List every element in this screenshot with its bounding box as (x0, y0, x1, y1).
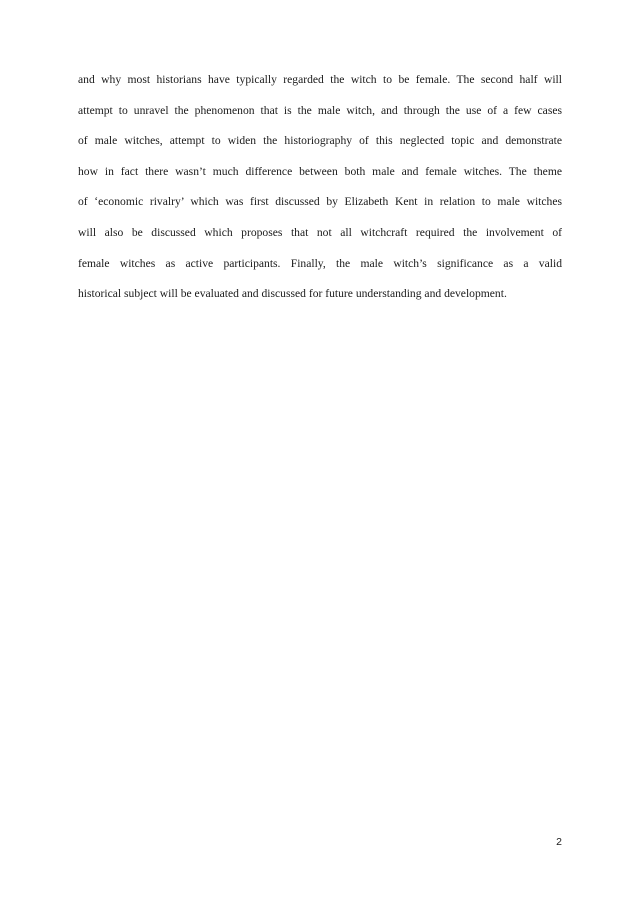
paragraph-line: female witches as active participants. Finally, the male witch’s significance as a valid (78, 256, 562, 270)
paragraph-line: will also be discussed which proposes that not all witchcraft required the involvement of (78, 225, 562, 239)
paragraph-line: of ‘economic rivalry’ which was first discussed by Elizabeth Kent in relation to male witches (78, 195, 562, 209)
paragraph-line: and why most historians have typically regarded the witch to be female. The second half will (78, 73, 562, 86)
paragraph-line: historical subject will be evaluated and discussed for future understanding and development. (78, 287, 507, 301)
paragraph-line: how in fact there wasn’t much difference between both male and female witches. The theme (78, 164, 562, 178)
paragraph-line: attempt to unravel the phenomenon that is the male witch, and through the use of a few cases (78, 103, 562, 117)
page-number: 2 (556, 836, 562, 848)
body-paragraph (78, 72, 562, 317)
paragraph-line: of male witches, attempt to widen the historiography of this neglected topic and demonstrate (78, 134, 562, 148)
